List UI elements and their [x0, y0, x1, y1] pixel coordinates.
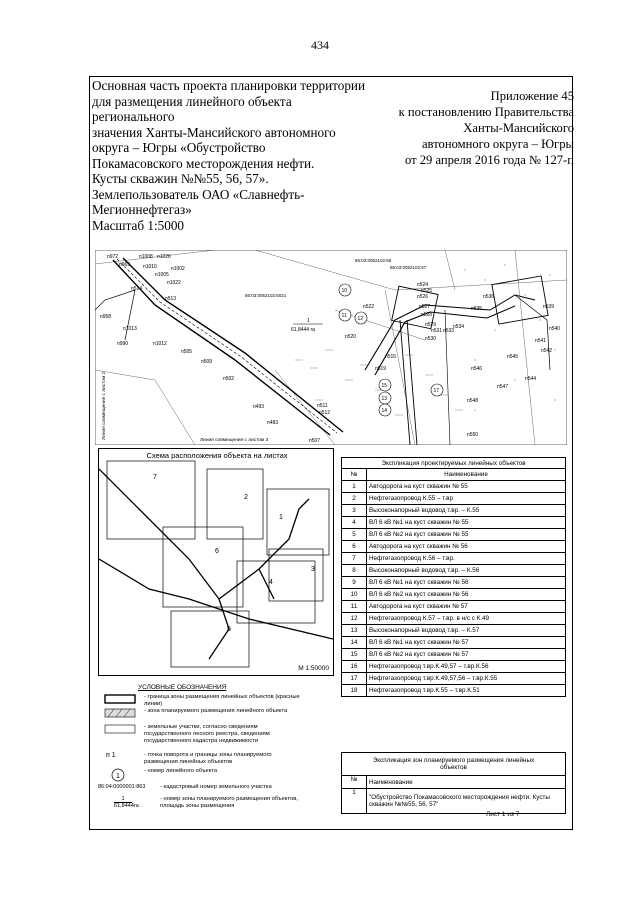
turning-point-label: п511 — [317, 403, 328, 409]
table-row — [342, 685, 566, 697]
object-number-label: 17 — [433, 388, 440, 394]
turning-point-label: п529 — [425, 322, 437, 328]
turning-point-label: п545 — [507, 354, 519, 360]
object-number-label: 12 — [357, 316, 364, 322]
turning-point-label: п541 — [535, 338, 547, 344]
table-row — [342, 565, 566, 577]
object-number-label: 13 — [381, 396, 388, 402]
table-row — [342, 529, 566, 541]
table-cell: Высоконапорный водовод т.вр. – К.55 — [367, 505, 566, 517]
turning-point-label: п530 — [425, 336, 437, 342]
table-cell: 15 — [342, 649, 367, 661]
table-cell: ВЛ 6 кВ №1 на куст скважин № 55 — [367, 517, 566, 529]
table-caption: Экспликация зон планируемого размещения линейных объектов — [342, 753, 566, 776]
title-line: Землепользователь ОАО «Славнефть- — [92, 186, 305, 202]
turning-point-label: п522 — [363, 304, 375, 310]
table-row — [342, 613, 566, 625]
column-header: № — [342, 469, 367, 481]
turning-point-label: п513 — [165, 296, 177, 302]
table-cell: "Обустройство Покамасовского месторождения нефти. Кусты скважин №№55, 56, 57" — [367, 789, 566, 814]
turning-point-label: п526 — [417, 294, 429, 300]
cadastral-label: 86:03:0052102:65 — [355, 258, 392, 263]
legend-title: УСЛОВНЫЕ ОБОЗНАЧЕНИЯ — [138, 684, 227, 691]
table-row — [342, 673, 566, 685]
table-row — [342, 553, 566, 565]
turning-point-label: п546 — [471, 366, 483, 372]
turning-point-label: п533 — [443, 328, 455, 334]
turning-point-label: п548 — [467, 398, 479, 404]
table-cell: 18 — [342, 685, 367, 697]
turning-point-label: п502 — [223, 376, 235, 382]
schema-scale: М 1:50000 — [298, 665, 329, 672]
table-row — [342, 649, 566, 661]
table-cell: 2 — [342, 493, 367, 505]
table-row — [342, 541, 566, 553]
turning-point-label: п512 — [319, 410, 331, 416]
table-cell: Нефтегазопровод К.56 – т.вр. — [367, 553, 566, 565]
turning-point-label: п1026 — [157, 254, 171, 260]
object-number-label: 11 — [341, 313, 347, 319]
sheet-number: 7 — [153, 474, 157, 481]
table-cell: Высоконапорный водовод т.вр. – К.56 — [367, 565, 566, 577]
appendix-reference — [354, 88, 574, 168]
match-line-label: Линия совмещения с листом 3 — [200, 438, 269, 443]
table-cell: 17 — [342, 673, 367, 685]
title-line: Основная часть проекта планировки территории — [92, 78, 366, 93]
table-caption: Экспликация проектируемых линейных объектов — [342, 458, 566, 469]
turning-point-label: п969 — [119, 262, 131, 268]
turning-point-label: п1002 — [171, 266, 185, 272]
turning-point-label: п1022 — [167, 280, 181, 286]
table-cell: 9 — [342, 577, 367, 589]
sheet-label: Лист 1 из 7 — [486, 811, 520, 818]
table-cell: Нефтегазопровод т.вр.К.49,57,56 – т.вр.К.55 — [367, 673, 566, 685]
table-cell: 13 — [342, 625, 367, 637]
turning-point-label: п958 — [100, 314, 112, 320]
table-cell: Автодорога на куст скважин № 55 — [367, 481, 566, 493]
table-cell: 1 — [342, 789, 367, 814]
table-cell: 11 — [342, 601, 367, 613]
turning-point-label: п493 — [253, 404, 265, 410]
appendix-line: Ханты-Мансийского — [463, 121, 574, 135]
title-line: Покамасовского месторождения нефти. — [92, 155, 315, 171]
column-header: № — [342, 776, 367, 789]
turning-point-label: п531 — [431, 328, 443, 334]
sheet-number: 3 — [311, 566, 315, 573]
zones-table — [341, 752, 566, 814]
turning-point-label: п525 — [421, 288, 433, 294]
table-row — [342, 625, 566, 637]
turning-point-label: п547 — [497, 384, 509, 390]
table-row — [342, 601, 566, 613]
table-row — [342, 589, 566, 601]
object-number-label: 14 — [381, 408, 388, 414]
table-cell: Нефтегазопровод т.вр.К.49,57 – т.вр.К.56 — [367, 661, 566, 673]
turning-point-label: п1008 — [139, 254, 153, 260]
table-cell: 14 — [342, 637, 367, 649]
table-cell: Автодорога на куст скважин № 57 — [367, 601, 566, 613]
turning-point-label: п1013 — [123, 326, 137, 332]
table-cell: Нефтегазопровод т.вр.К.55 – т.вр.К.51 — [367, 685, 566, 697]
table-cell: ВЛ 6 кВ №2 на куст скважин № 57 — [367, 649, 566, 661]
table-cell: ВЛ 6 кВ №2 на куст скважин № 56 — [367, 589, 566, 601]
turning-point-label: п1012 — [153, 341, 167, 347]
title-line: Мегионнефтегаз» — [92, 202, 192, 217]
turning-point-label: п505 — [181, 349, 193, 355]
title-line: регионального — [92, 109, 175, 124]
turning-point-label: п524 — [417, 282, 429, 288]
turning-point-label: п515 — [385, 354, 397, 360]
turning-point-label: п509 — [201, 359, 213, 365]
table-row — [342, 661, 566, 673]
turning-point-label: п990 — [117, 341, 129, 347]
appendix-line: к постановлению Правительства — [398, 105, 574, 119]
table-cell: ВЛ 6 кВ №2 на куст скважин № 55 — [367, 529, 566, 541]
table-cell: 16 — [342, 661, 367, 673]
table-cell: Высоконапорный водовод т.вр. – К.57 — [367, 625, 566, 637]
turning-point-label: п514 — [131, 286, 143, 292]
title-line: для размещения линейного объекта — [92, 93, 292, 109]
table-row — [342, 637, 566, 649]
turning-point-label: п519 — [375, 366, 387, 372]
table-row — [342, 505, 566, 517]
title-line: значения Ханты-Мансийского автономного — [92, 124, 336, 140]
page-number: 434 — [311, 38, 329, 52]
scale-line: Масштаб 1:5000 — [92, 217, 185, 233]
table-row — [342, 481, 566, 493]
table-cell: 5 — [342, 529, 367, 541]
table-cell: ВЛ 6 кВ №1 на куст скважин № 57 — [367, 637, 566, 649]
table-cell: 3 — [342, 505, 367, 517]
turning-point-label: п540 — [549, 326, 561, 332]
turning-point-label: п1005 — [155, 272, 169, 278]
svg-text:1: 1 — [116, 773, 120, 780]
turning-point-label: п483 — [267, 420, 279, 426]
zone-area: 61,8444 га — [291, 327, 315, 333]
schema-title: Схема расположения объекта на листах — [146, 451, 288, 460]
turning-point-label: п1010 — [143, 264, 157, 270]
table-cell: 12 — [342, 613, 367, 625]
linear-objects-table — [341, 457, 566, 697]
column-header: Наименование — [367, 776, 566, 789]
turning-point-label: п534 — [453, 324, 465, 330]
turning-point-label: п550 — [467, 432, 479, 438]
turning-point-label: п544 — [525, 376, 537, 382]
appendix-line: от 29 апреля 2016 года № 127-п — [404, 153, 574, 167]
table-cell: 10 — [342, 589, 367, 601]
sheet-number: 1 — [279, 514, 283, 521]
table-cell: Нефтегазопровод К.57 – т.вр. в н/с с К.49 — [367, 613, 566, 625]
turning-point-label: п520 — [345, 334, 357, 340]
table-row — [342, 517, 566, 529]
sheet-number: 6 — [215, 548, 219, 555]
table-cell: ВЛ 6 кВ №1 на куст скважин № 56 — [367, 577, 566, 589]
table-cell: 7 — [342, 553, 367, 565]
table-cell: 1 — [342, 481, 367, 493]
turning-point-label: п507 — [309, 438, 321, 444]
cadastral-label: 86:03:0052102:67 — [390, 265, 427, 270]
zone-number: 1 — [307, 318, 310, 324]
sheet-number: 4 — [269, 579, 273, 586]
title-line: округа – Югры «Обустройство — [92, 140, 266, 155]
legend: УСЛОВНЫЕ ОБОЗНАЧЕНИЯ - граница зоны размещения линейных объектов (красные линии) - зона планируемого размещения линейного объекта - земельные участки, согласно сведениям государственного лесного реестра, сведениям государственного кадастра недвижимости п 1 - точка поворота и границы зоны планируемого размещения линейных объектов 1 - номер линейного объекта 86:04:0000001:863 - кадастровый номер земельного участка 1 61,8444га - номер зоны планируемого размещения объектов, площадь зоны размещения — [98, 684, 300, 809]
match-line-label: Линия совмещения с листом 2 — [102, 371, 107, 440]
turning-point-label: п542 — [541, 348, 553, 354]
turning-point-label: п535 — [471, 306, 483, 312]
turning-point-label: п527 — [419, 304, 431, 310]
table-cell: 6 — [342, 541, 367, 553]
turning-point-label: п539 — [543, 304, 555, 310]
table-cell: Автодорога на куст скважин № 56 — [367, 541, 566, 553]
table-cell: 8 — [342, 565, 367, 577]
sheet-layout-schema — [98, 448, 334, 676]
turning-point-label: п536 — [483, 294, 495, 300]
sheet-number: 5 — [227, 626, 231, 633]
appendix-line: Приложение 45 — [490, 89, 574, 103]
turning-point-label: п528 — [421, 312, 433, 318]
turning-point-label: п972 — [107, 254, 119, 260]
table-cell: Нефтегазопровод К.55 – т.вр — [367, 493, 566, 505]
title-line: Кусты скважин №№55, 56, 57». — [92, 171, 269, 186]
object-number-label: 15 — [381, 383, 388, 389]
table-row — [342, 577, 566, 589]
document-title — [92, 78, 382, 233]
object-number-label: 10 — [341, 288, 348, 294]
planning-map — [95, 250, 567, 445]
sheet-number: 2 — [244, 494, 248, 501]
cadastral-label: 86:03:0052102:6021 — [245, 293, 287, 298]
column-header: Наименование — [367, 469, 566, 481]
table-row — [342, 493, 566, 505]
table-cell: 4 — [342, 517, 367, 529]
appendix-line: автономного округа – Югры — [421, 137, 574, 151]
